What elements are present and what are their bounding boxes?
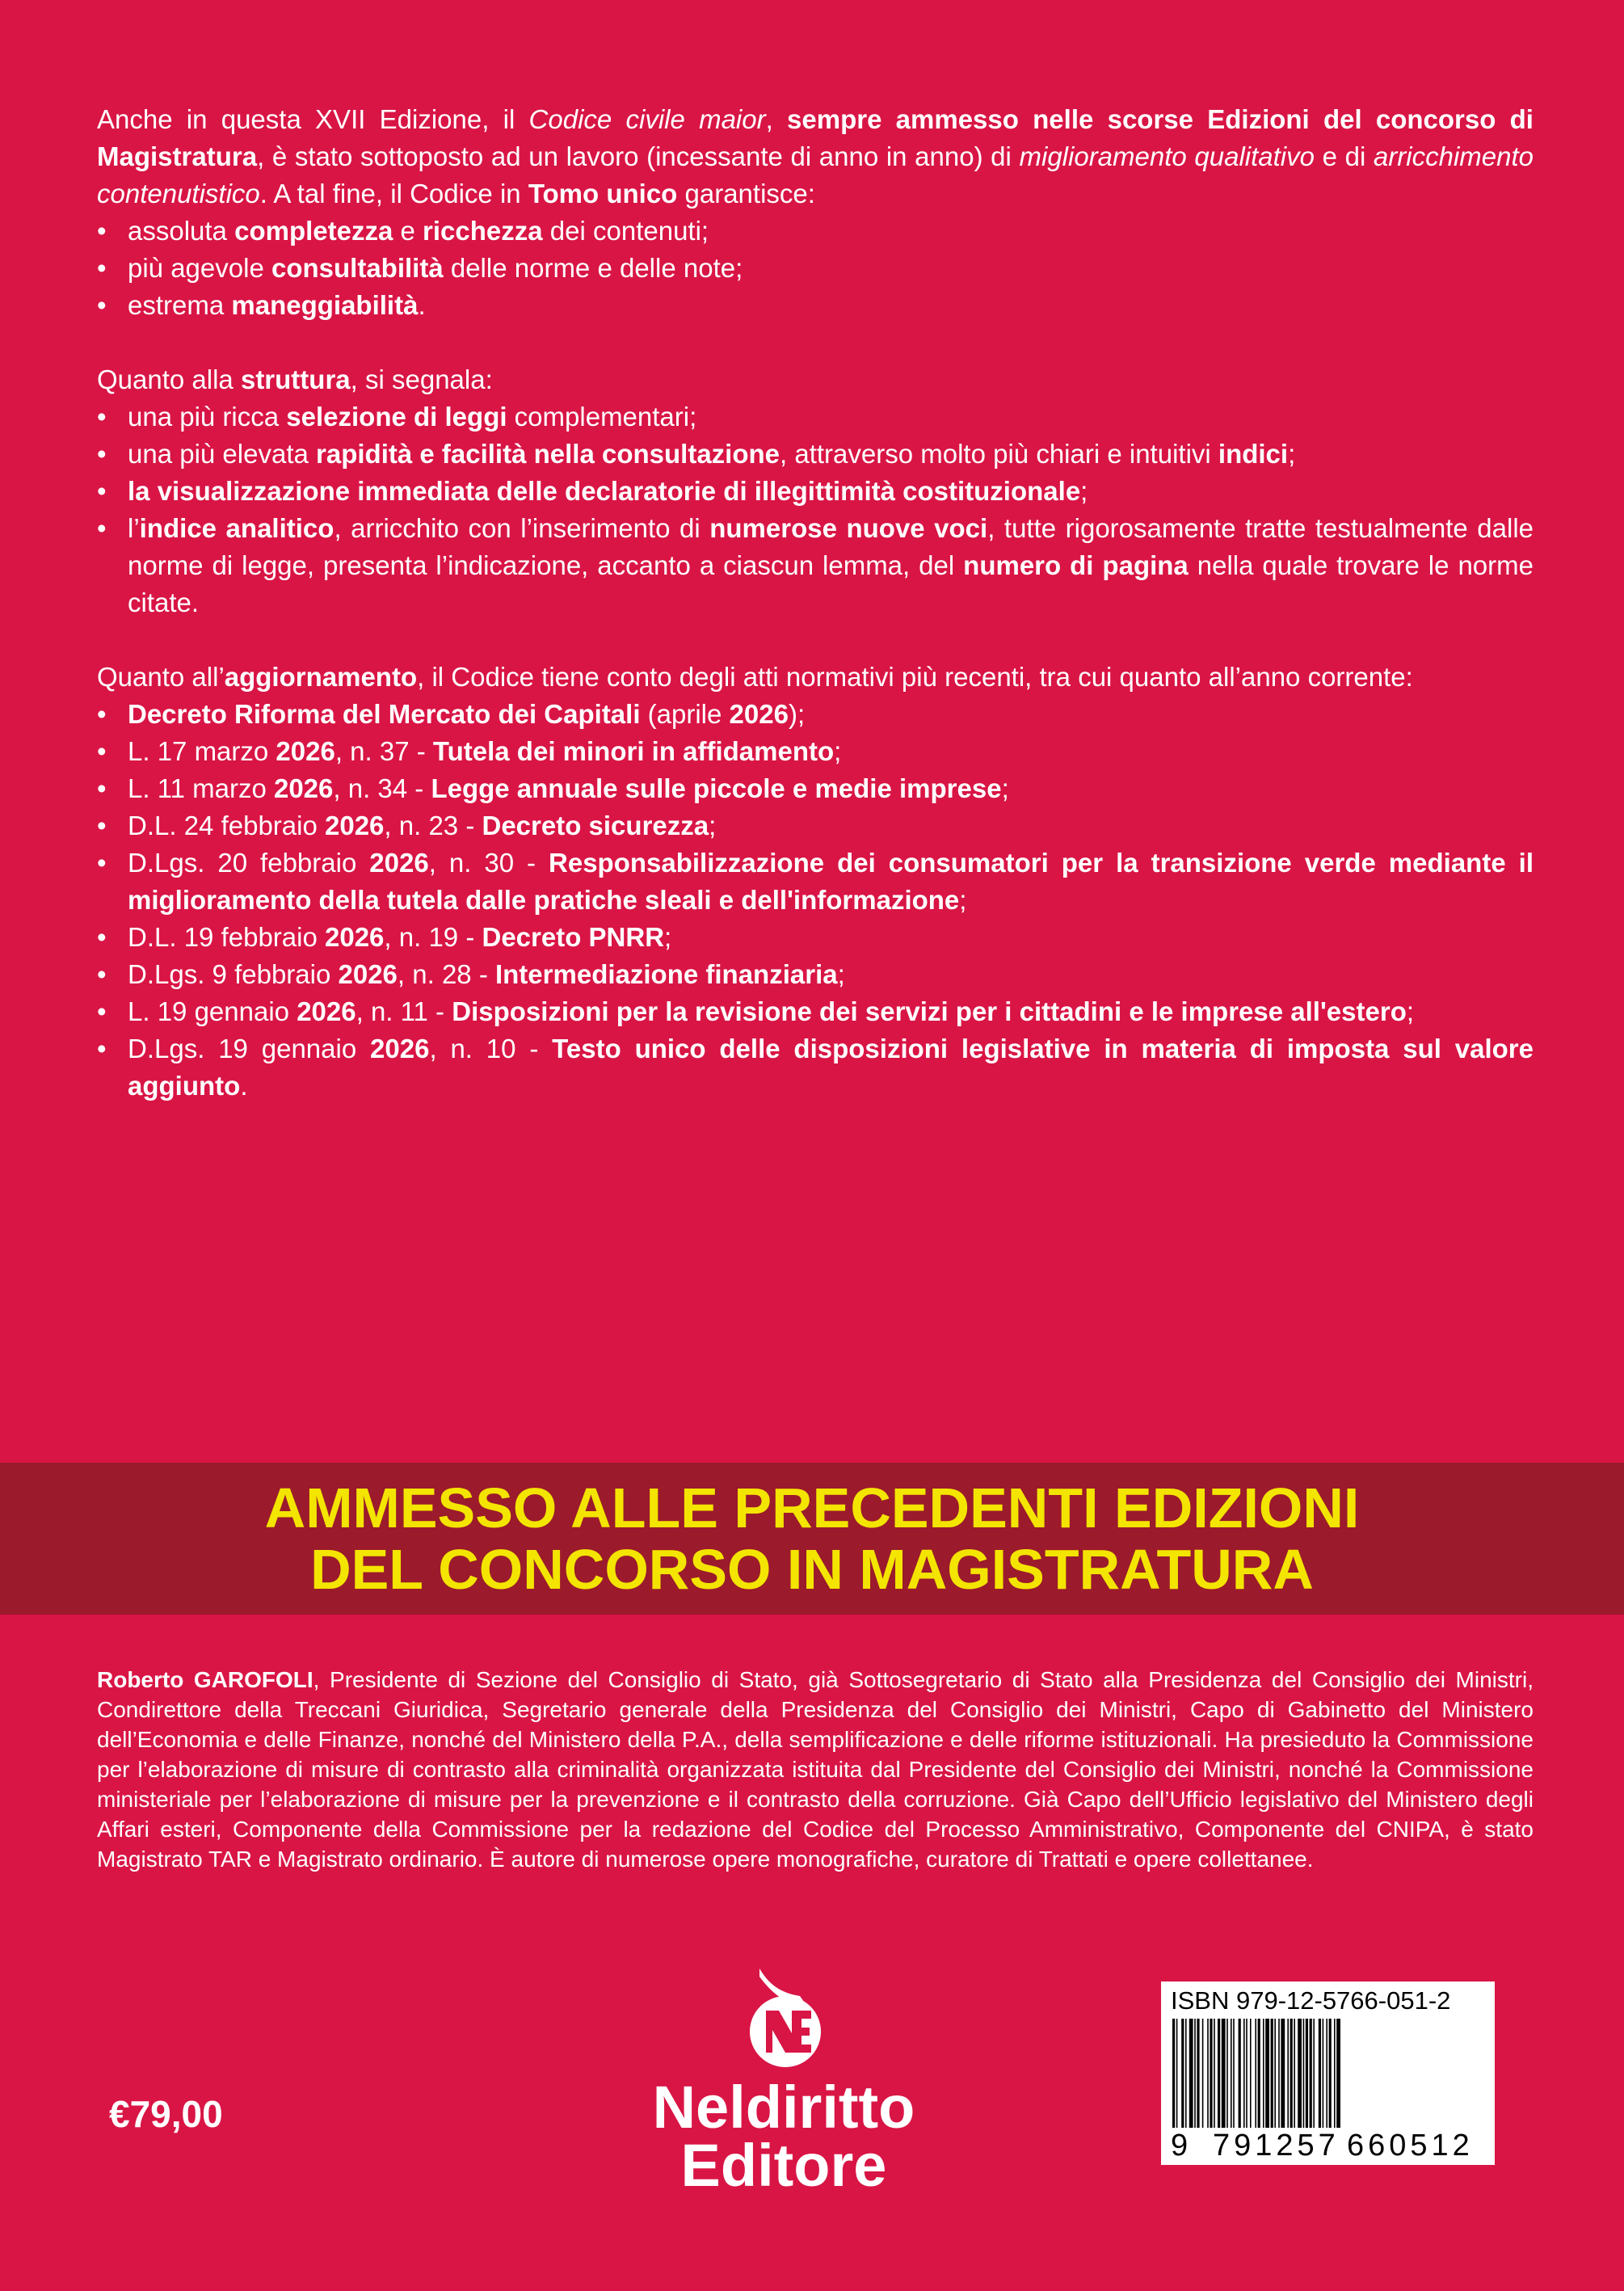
list-item: • L. 17 marzo 2026, n. 37 - Tutela dei minori in affidamento;: [97, 733, 1534, 770]
barcode-bar: [1323, 2019, 1324, 2128]
structure-lead: Quanto alla struttura, si segnala:: [97, 364, 493, 394]
barcode-bar: [1189, 2019, 1193, 2128]
barcode-bar: [1281, 2019, 1285, 2128]
banner-line-1: AMMESSO ALLE PRECEDENTI EDIZIONI: [264, 1476, 1360, 1539]
barcode-bar: [1202, 2019, 1204, 2128]
barcode-bar: [1278, 2019, 1280, 2128]
spacer: [97, 621, 1534, 659]
intro-bullet-list: [97, 213, 1534, 324]
barcode-digits-right: 660512: [1347, 2129, 1474, 2163]
barcode-bar: [1233, 2019, 1235, 2128]
barcode-bar: [1263, 2019, 1264, 2128]
barcode-bar: [1306, 2019, 1308, 2128]
barcode-bar: [1214, 2019, 1215, 2128]
barcode-bar: [1239, 2019, 1241, 2128]
barcode-bar: [1194, 2019, 1196, 2128]
list-item: • assoluta completezza e ricchezza dei contenuti;: [97, 213, 1534, 250]
barcode-bar: [1246, 2019, 1247, 2128]
banner-line-2: DEL CONCORSO IN MAGISTRATURA: [310, 1538, 1314, 1601]
list-item: • una più ricca selezione di leggi complementari;: [97, 398, 1534, 436]
update-lead: Quanto all’aggiornamento, il Codice tiene conto degli atti normativi più recenti, tra cui quanto all’anno corrente:: [97, 662, 1413, 692]
barcode-digits-left: 791257: [1213, 2129, 1340, 2163]
list-item: • D.Lgs. 19 gennaio 2026, n. 10 - Testo unico delle disposizioni legislative in materia di imposta sul valore aggiunto.: [97, 1030, 1534, 1105]
barcode-bar: [1265, 2019, 1269, 2128]
list-item: • più agevole consultabilità delle norme e delle note;: [97, 250, 1534, 287]
spacer: [97, 324, 1534, 361]
list-item: • una più elevata rapidità e facilità nella consultazione, attraverso molto più chiari e intuitivi indici;: [97, 436, 1534, 473]
barcode-bar: [1222, 2019, 1226, 2128]
barcode-bars: [1169, 2019, 1487, 2128]
publisher-logo: [598, 1964, 970, 2198]
list-item: • estrema maneggiabilità.: [97, 287, 1534, 324]
barcode-bar: [1326, 2019, 1327, 2128]
barcode-bar: [1310, 2019, 1312, 2128]
list-item: • la visualizzazione immediata delle declaratorie di illegittimità costituzionale;: [97, 473, 1534, 510]
publisher-name-line-1: Neldiritto: [652, 2074, 915, 2141]
structure-bullet-list: [97, 398, 1534, 621]
list-item: • L. 19 gennaio 2026, n. 11 - Disposizioni per la revisione dei servizi per i cittadini e le imprese all'estero;: [97, 993, 1534, 1030]
barcode-bar: [1336, 2019, 1340, 2128]
barcode-bar: [1181, 2019, 1184, 2128]
barcode-bar: [1197, 2019, 1199, 2128]
barcode-bar: [1255, 2019, 1256, 2128]
barcode-bar: [1319, 2019, 1321, 2128]
ne-monogram-icon: [743, 1964, 827, 2072]
admission-banner: [0, 1463, 1624, 1615]
list-item: • L. 11 marzo 2026, n. 34 - Legge annuale sulle piccole e medie imprese;: [97, 770, 1534, 807]
barcode-bar: [1271, 2019, 1273, 2128]
barcode-bar: [1303, 2019, 1305, 2128]
author-bio-text: , Presidente di Sezione del Consiglio di Stato, già Sottosegretario di Stato alla Presidenza del Consiglio dei Ministri, Condirettore della Treccani Giuridica, Segretario generale della Presidenza del Consiglio dei Ministri, Capo di Gabinetto del Ministero dell’Economia e delle Finanze, nonché del Ministero della P.A., della semplificazione e delle riforme istituzionali. Ha presieduto la Commissione per l’elaborazione di misure di contrasto alla criminalità organizzata istituita dal Presidente del Consiglio dei Ministri, nonché la Commissione ministeriale per l’elaborazione di misure per la prevenzione e il contrasto della corruzione. Già Capo dell’Ufficio legislativo del Ministero degli Affari esteri, Componente della Commissione per la redazione del Codice del Processo Amministrativo, Componente del CNIPA, è stato Magistrato TAR e Magistrato ordinario. È autore di numerose opere monografiche, curatore di Trattati e opere collettanee.: [97, 1667, 1534, 1872]
barcode-bar: [1287, 2019, 1289, 2128]
list-item: • D.Lgs. 9 febbraio 2026, n. 28 - Intermediazione finanziaria;: [97, 956, 1534, 993]
update-bullet-list: [97, 696, 1534, 1105]
author-bio: [97, 1665, 1534, 1874]
barcode-bar: [1298, 2019, 1302, 2128]
list-item: • D.L. 24 febbraio 2026, n. 23 - Decreto sicurezza;: [97, 807, 1534, 844]
barcode-bar: [1207, 2019, 1209, 2128]
list-item: • D.L. 19 febbraio 2026, n. 19 - Decreto PNRR;: [97, 919, 1534, 956]
barcode-bar: [1231, 2019, 1232, 2128]
list-item: • l’indice analitico, arricchito con l’inserimento di numerose nuove voci, tutte rigorosamente tratte testualmente dalle norme di legge, presenta l’indicazione, accanto a ciascun lemma, del numero di pagina nella quale trovare le norme citate.: [97, 510, 1534, 621]
barcode-bar: [1185, 2019, 1187, 2128]
barcode-bar: [1290, 2019, 1293, 2128]
barcode-bar: [1274, 2019, 1276, 2128]
price-label: €79,00: [109, 2093, 223, 2135]
barcode-bar: [1210, 2019, 1212, 2128]
barcode-bar: [1250, 2019, 1252, 2128]
barcode-bar: [1226, 2019, 1228, 2128]
barcode-bar: [1313, 2019, 1315, 2128]
list-item: • D.Lgs. 20 febbraio 2026, n. 30 - Responsabilizzazione dei consumatori per la transizione verde mediante il miglioramento della tutela dalle pratiche sleali e dell'informazione;: [97, 844, 1534, 919]
barcode-bar: [1218, 2019, 1220, 2128]
barcode-bar: [1294, 2019, 1295, 2128]
barcode-bar: [1258, 2019, 1260, 2128]
barcode-bar: [1176, 2019, 1178, 2128]
description-text: [97, 101, 1534, 1105]
publisher-name-line-2: Editore: [680, 2132, 887, 2199]
barcode-bar: [1172, 2019, 1175, 2128]
barcode-bar: [1243, 2019, 1245, 2128]
author-name: Roberto GAROFOLI: [97, 1667, 313, 1692]
barcode-bar: [1329, 2019, 1332, 2128]
intro-paragraph: Anche in questa XVII Edizione, il Codice civile maior, sempre ammesso nelle scorse Edizioni del concorso di Magistratura, è stato sottoposto ad un lavoro (incessante di anno in anno) di miglioramento qualitativo e di arricchimento contenutistico. A tal fine, il Codice in Tomo unico garantisce:: [97, 104, 1534, 208]
barcode-digit-first: 9: [1171, 2129, 1189, 2163]
barcode-bar: [1334, 2019, 1336, 2128]
isbn-label: ISBN 979-12-5766-051-2: [1171, 1986, 1451, 2015]
isbn-barcode: [1161, 1981, 1495, 2165]
list-item: • Decreto Riforma del Mercato dei Capitali (aprile 2026);: [97, 696, 1534, 733]
